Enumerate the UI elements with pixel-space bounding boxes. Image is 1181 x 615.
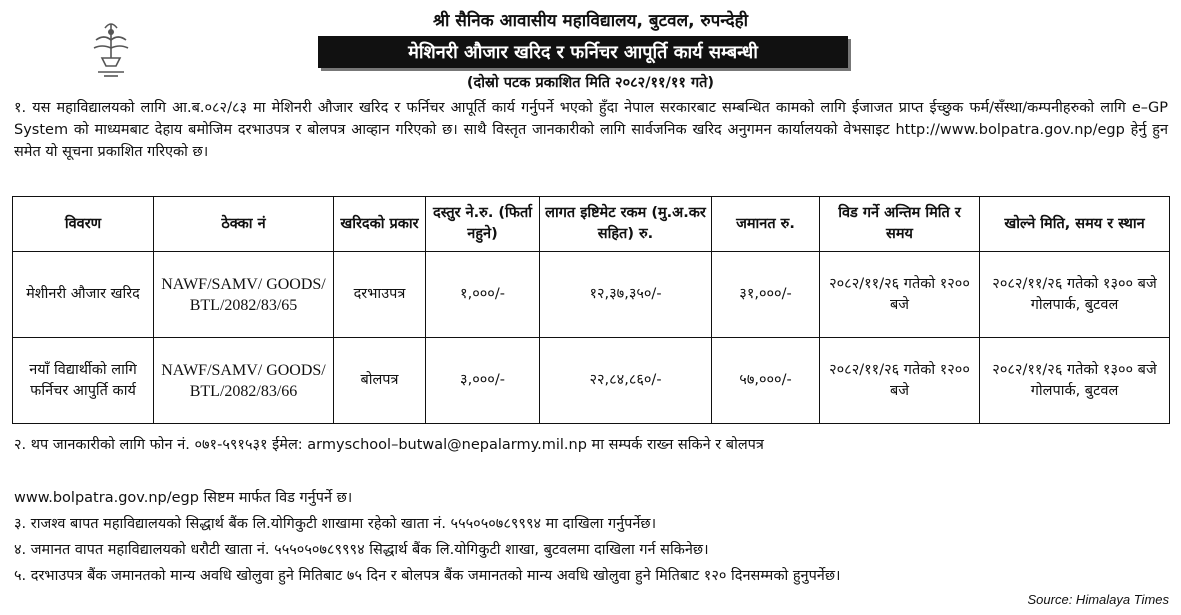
- note-contact-continued: www.bolpatra.gov.np/egp सिष्टम मार्फत विड गर्नुपर्ने छ।: [14, 490, 353, 506]
- college-name: श्री सैनिक आवासीय महाविद्यालय, बुटवल, रुपन्देही: [432, 11, 749, 31]
- header-description: विवरण: [13, 197, 154, 252]
- table-row: [13, 338, 1170, 424]
- cell-estimate: १२,३७,३५०/-: [540, 252, 712, 338]
- tender-table: [12, 196, 1170, 424]
- table-header-row: [13, 197, 1170, 252]
- note-guarantee-validity: ५. दरभाउपत्र बैंक जमानतको मान्य अवधि खोलुवा हुने मितिबाट ७५ दिन र बोलपत्र बैंक जमानतको मान्य अवधि खोलुवा हुने मितिबाट १२० दिनसम्मको हुनुपर्नेछ।: [14, 568, 841, 584]
- header-security: जमानत रु.: [712, 197, 820, 252]
- cell-security: ३१,०००/-: [712, 252, 820, 338]
- cell-description: नयाँ विद्यार्थीको लागि फर्निचर आपुर्ति कार्य: [13, 338, 154, 424]
- note-security-account: ४. जमानत वापत महाविद्यालयको धरौटी खाता नं. ५५५०५०७८९९९४ सिद्धार्थ बैंक लि.योगिकुटी शाखा, बुटवलमा दाखिला गर्न सकिनेछ।: [14, 542, 709, 558]
- cell-fee: १,०००/-: [426, 252, 540, 338]
- cell-deadline: २०८२/११/२६ गतेको १२०० बजे: [820, 252, 980, 338]
- cell-contract-no: NAWF/SAMV/ GOODS/ BTL/2082/83/66: [154, 338, 334, 424]
- cell-security: ५७,०००/-: [712, 338, 820, 424]
- note-revenue-account: ३. राजश्व बापत महाविद्यालयको सिद्धार्थ बैंक लि.योगिकुटी शाखामा रहेको खाता नं. ५५५०५०७८९९९४ मा दाखिला गर्नुपर्नेछ।: [14, 516, 657, 532]
- cell-contract-no: NAWF/SAMV/ GOODS/ BTL/2082/83/65: [154, 252, 334, 338]
- cell-opening: २०८२/११/२६ गतेको १३०० बजे गोलपार्क, बुटवल: [980, 252, 1170, 338]
- cell-opening: २०८२/११/२६ गतेको १३०० बजे गोलपार्क, बुटवल: [980, 338, 1170, 424]
- notice-title: मेशिनरी औजार खरिद र फर्निचर आपूर्ति कार्य सम्बन्धी: [318, 36, 848, 68]
- publication-line: (दोस्रो पटक प्रकाशित मिति २०८२/११/११ गते): [466, 75, 715, 91]
- cell-description: मेशीनरी औजार खरिद: [13, 252, 154, 338]
- note-contact: २. थप जानकारीको लागि फोन नं. ०७१-५९१५३१ ईमेल: armyschool–butwal@nepalarmy.mil.np मा सम्पर्क राख्न सकिने र बोलपत्र: [14, 437, 764, 453]
- cell-type: बोलपत्र: [334, 338, 426, 424]
- source-credit: Source: Himalaya Times: [1027, 592, 1169, 607]
- cell-deadline: २०८२/११/२६ गतेको १२०० बजे: [820, 338, 980, 424]
- header-contract-no: ठेक्का नं: [154, 197, 334, 252]
- table-row: [13, 252, 1170, 338]
- cell-estimate: २२,८४,८६०/-: [540, 338, 712, 424]
- header-opening: खोल्ने मिति, समय र स्थान: [980, 197, 1170, 252]
- cell-fee: ३,०००/-: [426, 338, 540, 424]
- intro-paragraph: १. यस महाविद्यालयको लागि आ.ब.०८२/८३ मा मेशिनरी औजार खरिद र फर्निचर आपूर्ति कार्य गर्नुपर्ने भएको हुँदा नेपाल सरकारबाट सम्बन्धित कामको लागि ईजाजत प्राप्त ईच्छुक फर्म/सँस्था/कम्पनीहरुको लागि e–GP System को माध्यमबाट देहाय बमोजिम दरभाउपत्र र बोलपत्र आव्हान गरिएको छ। साथै विस्तृत जानकारीको लागि सार्वजनिक खरिद अनुगमन कार्यालयको वेभसाइट http://www.bolpatra.gov.np/egp हेर्नु हुन समेत यो सूचना प्रकाशित गरिएको छ।: [14, 100, 1168, 160]
- header-deadline: विड गर्ने अन्तिम मिति र समय: [820, 197, 980, 252]
- cell-type: दरभाउपत्र: [334, 252, 426, 338]
- header-fee: दस्तुर ने.रु. (फिर्ता नहुने): [426, 197, 540, 252]
- header-estimate: लागत इष्टिमेट रकम (मु.अ.कर सहित) रु.: [540, 197, 712, 252]
- header-type: खरिदको प्रकार: [334, 197, 426, 252]
